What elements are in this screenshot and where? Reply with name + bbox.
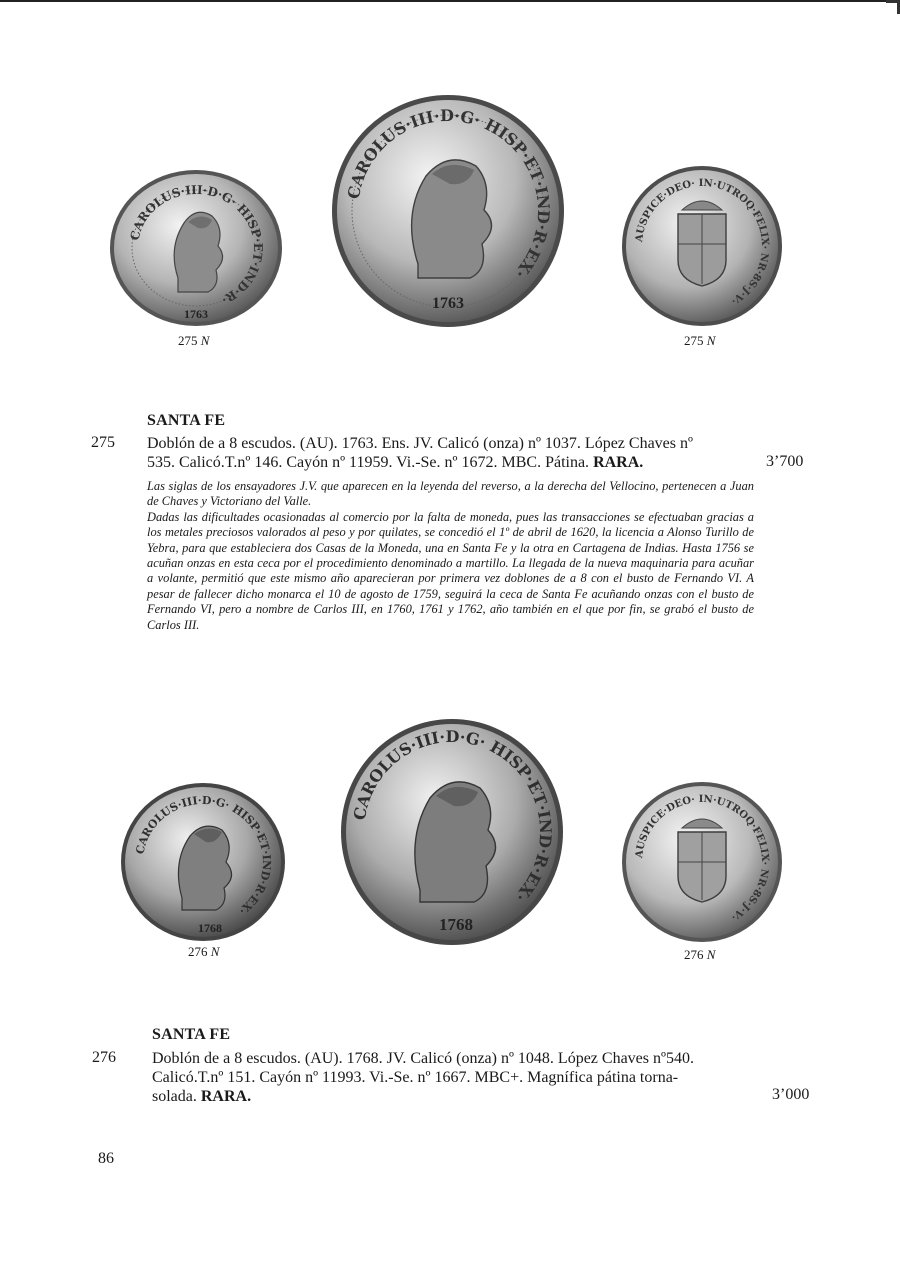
coin-portrait-icon (340, 718, 564, 946)
metal-symbol: N (706, 333, 716, 348)
lot-price-276: 3’000 (772, 1086, 810, 1103)
note-paragraph: Dadas las dificultades ocasionadas al comercio por la falta de moneda, pues las transacciones se efectuaban gracias a los metales preciosos valorados al peso y por quilates, se concedió el 1º de abril de 1620, la licencia a Alonso Turillo de Yebra, para que estableciera dos Casas de la Moneda, una en Santa Fe y la otra en Cartagena de Indias. Hasta 1756 se acuñan onzas en esta ceca por el procedimiento denominado a martillo. La llegada de la nueva maquinaria para acuñar a volante, permitió que este mismo año aparecieran por primera vez doblones de a 8 con el busto de Fernando VI. A pesar de fallecer dicho monarca el 10 de agosto de 1759, seguirá la ceca de Santa Fe acuñando onzas con el busto de Fernando VI, pero a nombre de Carlos III, en 1760, 1761 y 1762, año también en el que por fin, se grabó el busto de Carlos III. (147, 509, 754, 632)
coin-276-obverse-large (340, 718, 564, 946)
metal-symbol: N (200, 333, 210, 348)
scan-corner-mark (886, 0, 900, 14)
coin-shield-icon (620, 780, 784, 944)
lot-note-275 (147, 479, 754, 633)
coin-275-obverse-large (330, 94, 566, 328)
coin-shield-icon (620, 164, 784, 328)
svg-text:AUSPICE·DEO· IN·UTROQ·FELIX· N: AUSPICE·DEO· IN·UTROQ·FELIX· NR·8S·J·V· (634, 177, 771, 306)
section-title-276: SANTA FE (152, 1026, 231, 1043)
lot-price-275: 3’700 (766, 453, 804, 470)
coin-label-275-obverse: 275 N (178, 333, 210, 348)
coin-275-obverse-small (108, 168, 284, 328)
lot-number-275: 275 (91, 434, 115, 451)
metal-symbol: N (706, 947, 716, 962)
rarity-badge: RARA. (593, 454, 644, 471)
svg-text:CAROLUS·III·D·G· HISP·ET·IND·R: CAROLUS·III·D·G· HISP·ET·IND·R·EX· (133, 793, 274, 918)
coin-label-276-obverse: 276 N (188, 944, 220, 959)
svg-text:CAROLUS·III·D·G· HISP·ET·IND·R: CAROLUS·III·D·G· HISP·ET·IND·R· (127, 182, 266, 307)
svg-text:1768: 1768 (198, 921, 222, 935)
svg-text:1768: 1768 (439, 915, 473, 934)
lot-number-276: 276 (92, 1049, 116, 1066)
page-number: 86 (98, 1150, 114, 1167)
coin-276-obverse-small (120, 782, 286, 942)
svg-text:1763: 1763 (184, 307, 208, 321)
coin-portrait-icon (120, 782, 286, 942)
lot-description-line: Doblón de a 8 escudos. (AU). 1768. JV. Calicó (onza) nº 1048. López Chaves nº540. (152, 1050, 694, 1067)
lot-description-line: Doblón de a 8 escudos. (AU). 1763. Ens. JV. Calicó (onza) nº 1037. López Chaves nº (147, 435, 693, 452)
svg-text:CAROLUS·III·D·G· HISP·ET·IND·R: CAROLUS·III·D·G· HISP·ET·IND·R·EX· (343, 105, 554, 283)
coin-275-reverse (620, 164, 784, 328)
lot-description-line (147, 453, 762, 472)
lot-description-275 (147, 434, 762, 472)
coin-label-275-reverse: 275 N (684, 333, 716, 348)
coin-portrait-icon (330, 94, 566, 328)
coin-label-276-reverse: 276 N (684, 947, 716, 962)
rarity-badge: RARA. (200, 1088, 252, 1105)
metal-symbol: N (210, 944, 220, 959)
note-paragraph: Las siglas de los ensayadores J.V. que aparecen en la leyenda del reverso, a la derecha del Vellocino, pertenecen a Juan de Chaves y Victoriano del Valle. (147, 479, 754, 509)
lot-description-text: solada. (152, 1088, 197, 1105)
coin-portrait-icon (108, 168, 284, 328)
coin-276-reverse (620, 780, 784, 944)
svg-text:CAROLUS·III·D·G· HISP·ET·IND·R: CAROLUS·III·D·G· HISP·ET·IND·R·EX· (349, 726, 556, 906)
lot-description-text: 535. Calicó.T.nº 146. Cayón nº 11959. Vi.-Se. nº 1672. MBC. Pátina. (147, 454, 590, 471)
lot-description-line (152, 1087, 762, 1106)
svg-text:1763: 1763 (432, 295, 464, 312)
section-title-275: SANTA FE (147, 412, 226, 429)
lot-description-276 (152, 1049, 762, 1106)
page-top-border (0, 0, 900, 2)
svg-text:AUSPICE·DEO· IN·UTROQ·FELIX· N: AUSPICE·DEO· IN·UTROQ·FELIX· NR·8S·J·V· (634, 793, 771, 922)
lot-description-line: Calicó.T.nº 151. Cayón nº 11993. Vi.-Se. nº 1667. MBC+. Magnífica pátina torna- (152, 1069, 679, 1086)
